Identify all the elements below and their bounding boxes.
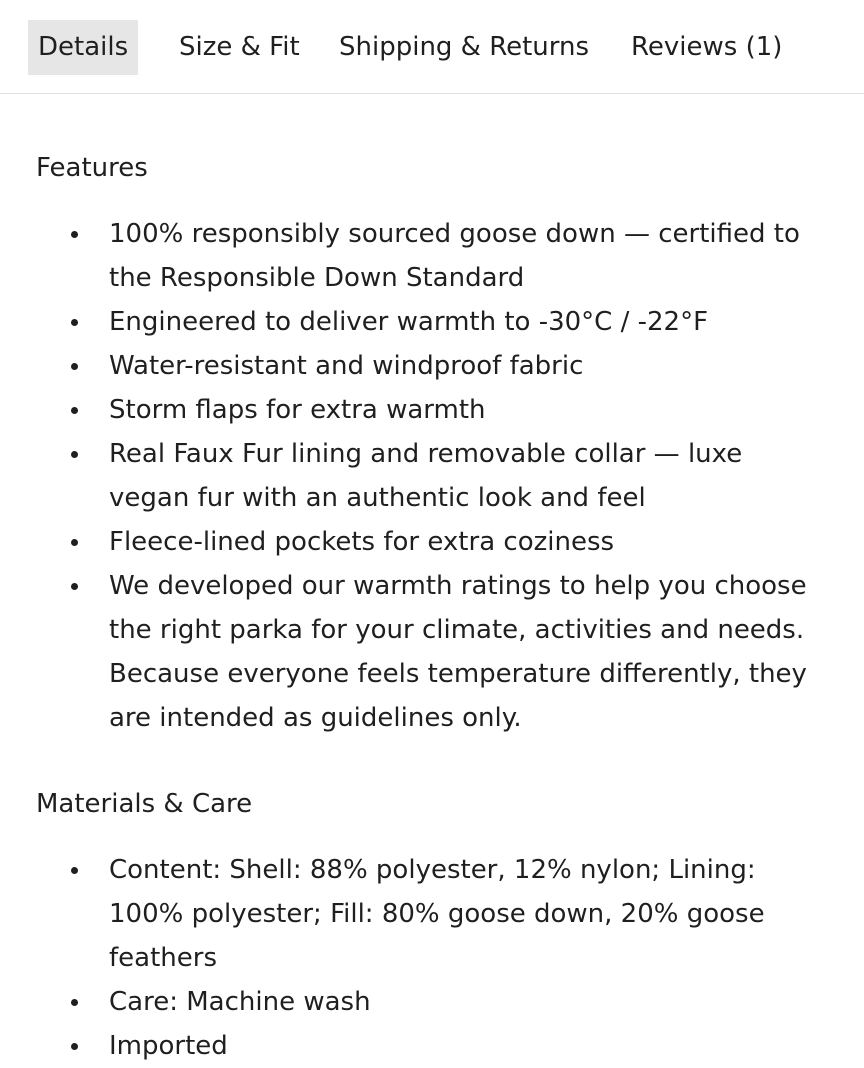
list-item: Fleece-lined pockets for extra coziness — [36, 520, 828, 564]
details-panel — [0, 94, 864, 1068]
list-item: Storm flaps for extra warmth — [36, 388, 828, 432]
tab-shipping-returns[interactable]: Shipping & Returns — [339, 32, 590, 62]
list-item: Water-resistant and windproof fabric — [36, 344, 828, 388]
features-list — [36, 212, 828, 740]
list-item: Engineered to deliver warmth to -30°C / -22°F — [36, 300, 828, 344]
list-item: We developed our warmth ratings to help you choose the right parka for your climate, activities and needs. Because everyone feels temperature differently, they are intended as guidelines only. — [36, 564, 828, 740]
list-item: Content: Shell: 88% polyester, 12% nylon; Lining: 100% polyester; Fill: 80% goose down, 20% goose feathers — [36, 848, 828, 980]
tab-size-fit[interactable]: Size & Fit — [179, 32, 300, 62]
materials-list — [36, 848, 828, 1068]
tab-bar — [0, 0, 864, 94]
tab-reviews[interactable]: Reviews (1) — [631, 32, 783, 62]
list-item: Care: Machine wash — [36, 980, 828, 1024]
tab-details[interactable]: Details — [28, 20, 138, 75]
features-heading: Features — [36, 153, 148, 183]
materials-care-heading: Materials & Care — [36, 789, 253, 819]
list-item: 100% responsibly sourced goose down — certified to the Responsible Down Standard — [36, 212, 828, 300]
list-item: Imported — [36, 1024, 828, 1068]
list-item: Real Faux Fur lining and removable collar — luxe vegan fur with an authentic look and feel — [36, 432, 828, 520]
